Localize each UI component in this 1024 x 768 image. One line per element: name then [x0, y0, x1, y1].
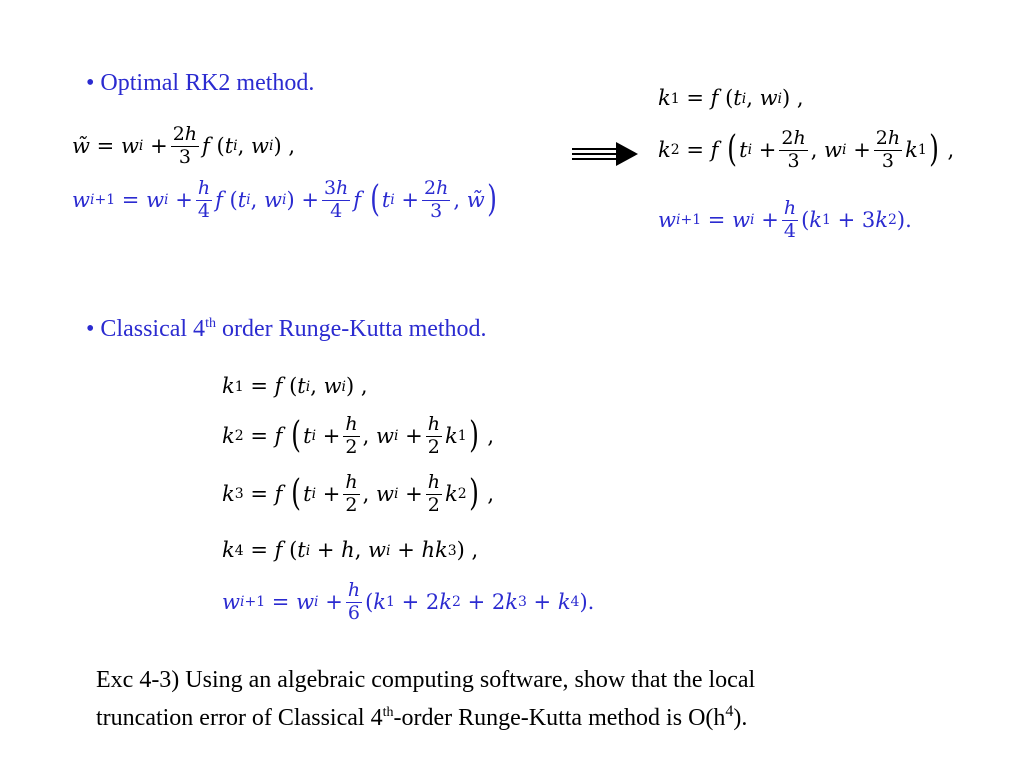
rk2-bullet-text: Optimal RK2 method.: [100, 70, 315, 96]
rk2-left-equation-1: w̃ = w i + $\frac{2h}{3}$ f ( t i , w i ) ,: [72, 123, 295, 168]
exercise-line-2-exponent: 4: [725, 703, 734, 720]
rk4-equation-k3: k 3 = f ( t i + $\frac{h}{2}$ , w i + $\frac{h}{2}$ k 2 ) ,: [222, 471, 495, 516]
rk2-left-equation-2: w i+1 = w i + $\frac{h}{4}$ f ( t i , w i ) + $\frac{3h}{4}$ f ( t i + $\frac{2h}{3}$ , w̃ ): [72, 177, 497, 222]
rk4-bullet: [86, 316, 487, 343]
implies-arrow-icon: [570, 140, 640, 168]
rk4-bullet-text: [100, 316, 486, 342]
rk4-equation-w-update: w i+1 = w i + $\frac{h}{6}$ ( k 1 + 2 k 2 + 2 k 3 + k 4 ).: [222, 579, 595, 624]
rk4-bullet-text-a: Classical 4: [100, 316, 206, 342]
exercise-line-2-sup: th: [382, 705, 394, 720]
exercise-line-2-b: -order Runge-Kutta method is O(h: [393, 705, 726, 731]
bullet-marker: •: [86, 316, 101, 342]
rk4-equation-k1: k 1 = f ( t i , w i ) ,: [222, 374, 368, 398]
rk4-bullet-text-b: order Runge-Kutta method.: [215, 316, 487, 342]
exercise-line-2-c: ).: [733, 705, 748, 731]
rk4-bullet-superscript: th: [205, 316, 216, 331]
rk2-right-equation-2: k 2 = f ( t i + $\frac{2h}{3}$ , w i + $\frac{2h}{3}$ k 1 ) ,: [658, 127, 955, 172]
bullet-marker: •: [86, 70, 101, 96]
rk2-bullet: [86, 70, 314, 97]
rk2-right-equation-1: k 1 = f ( t i , w i ) ,: [658, 86, 804, 110]
exercise-line-2-a: truncation error of Classical 4: [96, 705, 383, 731]
rk4-equation-k4: k 4 = f ( t i + h , w i + hk 3 ) ,: [222, 538, 479, 562]
rk4-equation-k2: k 2 = f ( t i + $\frac{h}{2}$ , w i + $\frac{h}{2}$ k 1 ) ,: [222, 413, 495, 458]
exercise-text: [96, 664, 896, 734]
exercise-line-1: Exc 4-3) Using an algebraic computing software, show that the local: [96, 667, 756, 693]
rk2-right-equation-3: w i+1 = w i + $\frac{h}{4}$ ( k 1 + 3 k 2 ).: [658, 197, 912, 242]
exercise-line-2: [96, 696, 896, 734]
